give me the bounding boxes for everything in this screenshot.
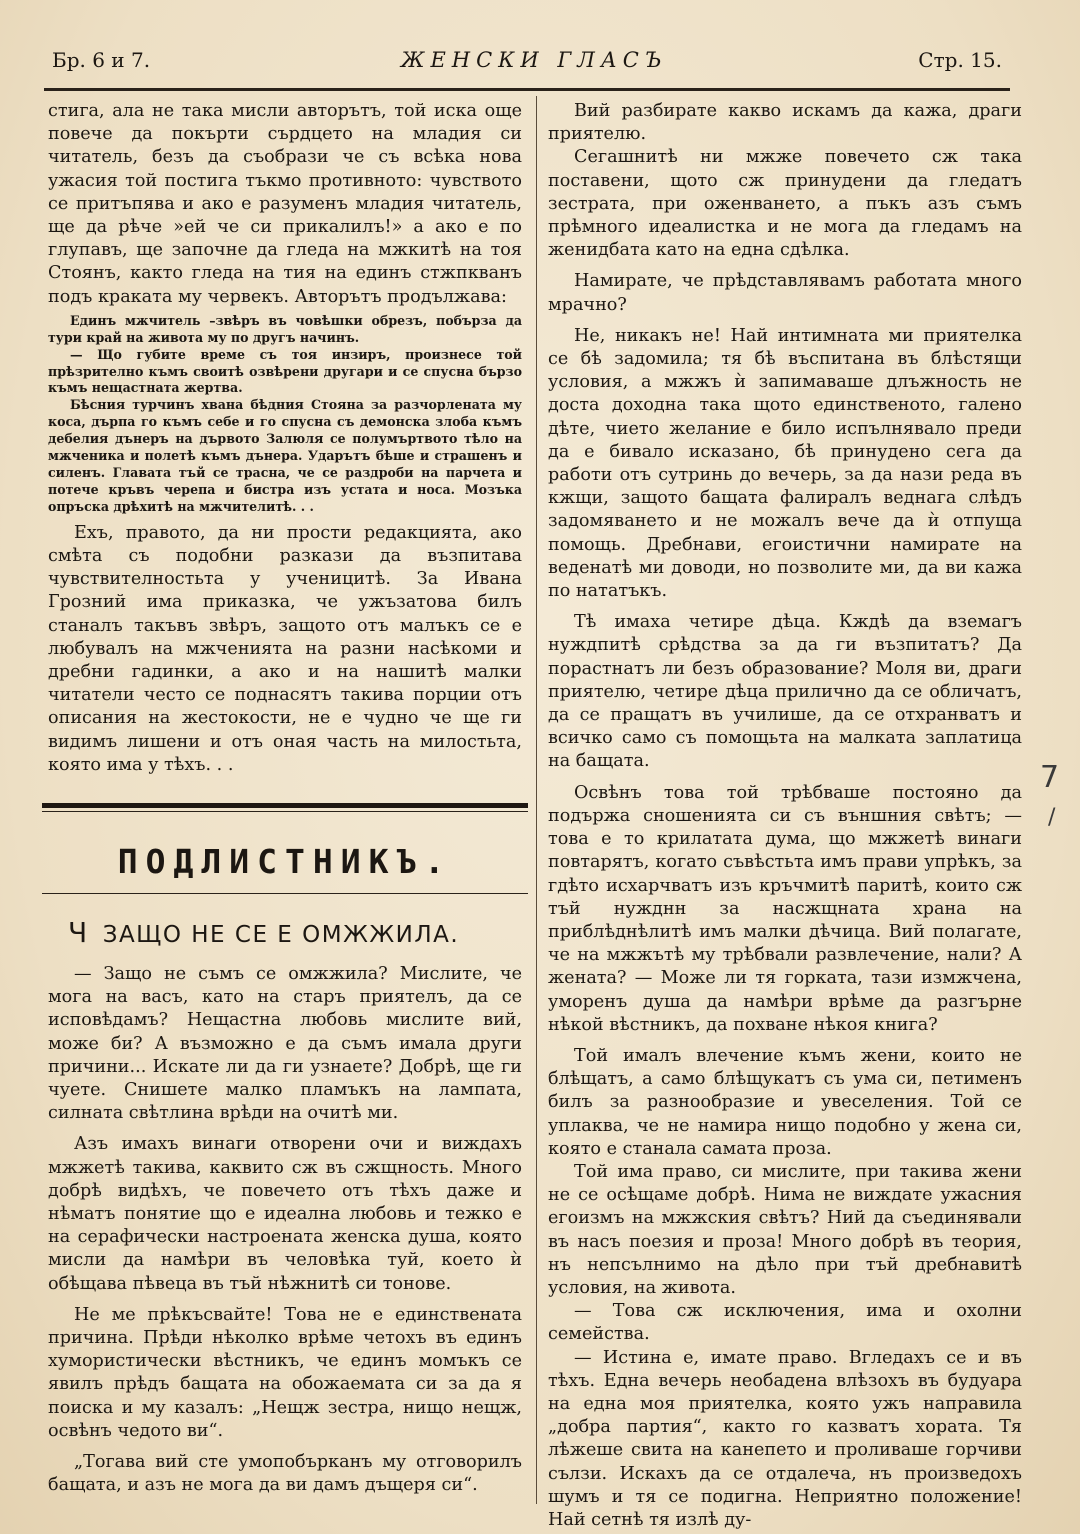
page-header bbox=[52, 48, 1002, 84]
story-paragraph: — Истина е, имате право. Вгледахъ се и въ тѣхъ. Една вечерь необадена влѣзохъ въ будуара на една моя приятелка, която ужъ направила „добра партия“, както го казватъ хората. Тя лѣжеше свита на канепето и проливаше горчиви сълзи. Искахъ да се отдалеча, нъ произведохъ шумъ и тя се подигна. Неприятно положение! Най сетнѣ тя излѣ ду- bbox=[548, 1347, 1022, 1530]
story-paragraph: Той има право, си мислите, при такива жени не се осѣщаме добрѣ. Нима не виждате ужасния егоизмъ на мжжския свѣтъ? Ний да съединявали въ насъ поезия и проза! Много добрѣ въ теория, нъ непсълнимо на дѣло при тъй дребнавитѣ условия, на живота. bbox=[548, 1161, 1022, 1298]
story-paragraph: Той ималъ влечение къмъ жени, които не блѣщатъ, а само блѣщукатъ съ ума си, петименъ билъ за разнообразие и увеселения. Той се уплаква, че не намира нищо подобно у жена си, която е станала самата проза. bbox=[548, 1045, 1022, 1159]
story-paragraph: — Това сж исключения, има и охолни семейства. bbox=[548, 1301, 1022, 1345]
quote-paragraph: Единъ мжчитель –звѣръ въ човѣшки обрезъ, побърза да тури край на живота му по другъ начинъ. bbox=[48, 312, 522, 345]
story-paragraph: Не ме прѣкъсвайте! Това не е единствената причина. Прѣди нѣколко врѣме четохъ въ единъ хумористически вѣстникъ, че единъ момъкъ се явилъ прѣдъ бащата на обожаемата си за да я поиска и му казалъ: „Нещж зестра, нищо нещж, освѣнъ чедото ви“. bbox=[48, 1304, 522, 1441]
quoted-excerpt bbox=[48, 313, 522, 516]
header-rule bbox=[44, 88, 1010, 91]
story-paragraph: Освѣнъ това той трѣбваше постояно да подържа сношенията си съ външния свѣтъ; — това е то крилатата дума, що мжжетѣ винаги повтарятъ, когато съвѣстьта имъ прави упрѣкъ, за гдѣто исхарчватъ изъ кръчмитѣ паритѣ, които сж тъй нужднн за насжщната храна на приблѣднѣлитѣ имъ малки дѣчица. Вий полагате, че на мжжътѣ му трѣбвали развлечение, нали? А жената? — Може ли тя горката, тази измжчена, уморенъ душа да намѣри врѣме да разгърне нѣкой вѣстникъ, да похване нѣкоя книга? bbox=[548, 782, 1022, 1035]
page-number: Стр. 15. bbox=[918, 48, 1002, 72]
column-divider bbox=[536, 96, 537, 1504]
story-paragraph: „Тогава вий сте умопобърканъ му отговорилъ бащата, и азъ не мога да ви дамъ дъщеря си“. bbox=[48, 1452, 522, 1496]
quote-paragraph: Бѣсния турчинъ хвана бѣдния Стояна за разчорленатa му коса, дърпа го къмъ себе и го спусна съ демонска злоба къмъ дебелия дънеръ на дървото Залюля се полумъртвото тѣло на мжченика и полетѣ къмъ дънера. Ударътъ бѣше и страшенъ и силенъ. Главата тъй се трасна, че се раздроби на парчета и потече кръвъ черепа и бистра изъ устата и носа. Мозъка опръска дрѣхитѣ на мжчителитѣ. . . bbox=[48, 397, 522, 514]
intro-paragraph: стига, ала не така мисли авторътъ, той иска още повече да покърти сърдцето на младия си читатель, безъ да съобрази че съ всѣка нова ужасия той постига тъкмо противното: чувството се притъпява и ако е разуменъ младия читатель, ще да рѣче »ей че си прикалилъ!» а ако е по глупавъ, ще започне да гледа на мжкитѣ на тоя Стоянъ, както гледа на тия на единъ стжпкванъ подъ краката му червекъ. Авторътъ продължава: bbox=[48, 101, 522, 307]
story-paragraph: Тѣ имаха четире дѣца. Кждѣ да вземагъ нуждпитѣ срѣдства за да ги възпитатъ? Да порастнатъ ли безъ образование? Моля ви, драги приятелю, четире дѣца прилично да се обличатъ, да се пращатъ въ училише, да се отхранватъ и всичко само съ помощьта на малката заплатица на бащата. bbox=[548, 612, 1022, 772]
story-paragraph: Азъ имахъ винаги отворени очи и виждахъ мжжетѣ такива, каквито сж въ сжщность. Много добрѣ видѣхъ, че повечето отъ тѣхъ даже и нѣматъ понятие що е идеална любовь и тежко е на серафически настроената женска душа, която мисли да намѣри въ человѣка туй, което ѝ обѣщава пѣвеца въ тъй нѣжнитѣ си тонове. bbox=[48, 1134, 522, 1294]
story-paragraph: Намирате, че прѣдставлявамъ работата много мрачно? bbox=[548, 271, 1022, 315]
story-paragraph: Вий разбирате какво искамъ да кажа, драги приятелю. bbox=[548, 101, 1022, 145]
section-title: ПОДЛИСТНИКЪ. bbox=[117, 841, 453, 881]
commentary-paragraph: Ехъ, правото, да ни прости редакцията, ако смѣта съ подобни разкази да възпитава чувствителностьта у ученицитѣ. За Ивана Грозний има приказка, че ужъзатова билъ станалъ такъвъ звѣръ, защото отъ малъкъ се е любувалъ на мжченията на разни насѣкоми и дребни гадинки, а ако и на нашитѣ малки читатели често се поднасятъ такива порции отъ описания на жестокости, не е чудно че ще ги видимъ лишени и отъ оная часть на милостьта, която има у тѣхъ. . . bbox=[48, 522, 522, 775]
newspaper-title: ЖЕНСКИ ГЛАСЪ bbox=[400, 48, 668, 72]
story-title bbox=[68, 915, 522, 949]
margin-mark: / bbox=[1048, 805, 1056, 830]
issue-number: Бр. 6 и 7. bbox=[52, 48, 151, 72]
story-paragraph: Сегашнитѣ ни мжже повечето сж така поставени, щото сж принудени да гледатъ зестрата, при оженването, а пъкъ азъ съмъ прѣмного идеалистка и не мога да гледамъ на женидбата като на една сдѣлка. bbox=[548, 147, 1022, 261]
margin-mark: 7 bbox=[1040, 760, 1060, 795]
section-rule bbox=[42, 803, 528, 808]
quote-paragraph: — Що губите време съ тоя инзиръ, произнесе той прѣзрително къмъ своитѣ озвѣрени другари и се спусна бързо къмъ нещастната жертва. bbox=[48, 346, 522, 396]
handwritten-mark: Ч bbox=[68, 915, 89, 949]
story-paragraph: Не, никакъ не! Най интимната ми приятелка се бѣ задомила; тя бѣ въспитана въ блѣстящи условия, а мжжъ ѝ запимаваше длъжность не доста доходна така щото единственото, галено дѣте, чието желание е било испълнявало преди да е бивало исказано, бѣ принудено сега да работи отъ сутринь до вечерь, за да нази реда въ кжщи, защото бащата фалиралъ веднага слѣдъ задомяването и не можалъ вече да ѝ отпуща помощь. Дребнави, егоистични намирате на веденатѣ ми доводи, но позволите ми, да ви кажа по нататъкъ. bbox=[548, 325, 1022, 602]
section-rule bbox=[42, 893, 528, 894]
right-column bbox=[548, 100, 1022, 1532]
left-column bbox=[48, 100, 522, 1497]
story-title-text: ЗАЩО НЕ СЕ Е ОМЖЖИЛА. bbox=[102, 921, 460, 948]
story-paragraph: — Защо не съмъ се омжжила? Мислите, че мога на васъ, като на старъ приятелъ, да се исповѣдамъ? Нещастна любовь мислите вий, може би? А възможно е да съмъ имала други причини... Искате ли да ги узнаете? Добрѣ, ще ги чуете. Снишете малко пламъкъ на лампата, силната свѣтлина врѣди на очитѣ ми. bbox=[48, 963, 522, 1124]
section-rule bbox=[42, 811, 528, 812]
